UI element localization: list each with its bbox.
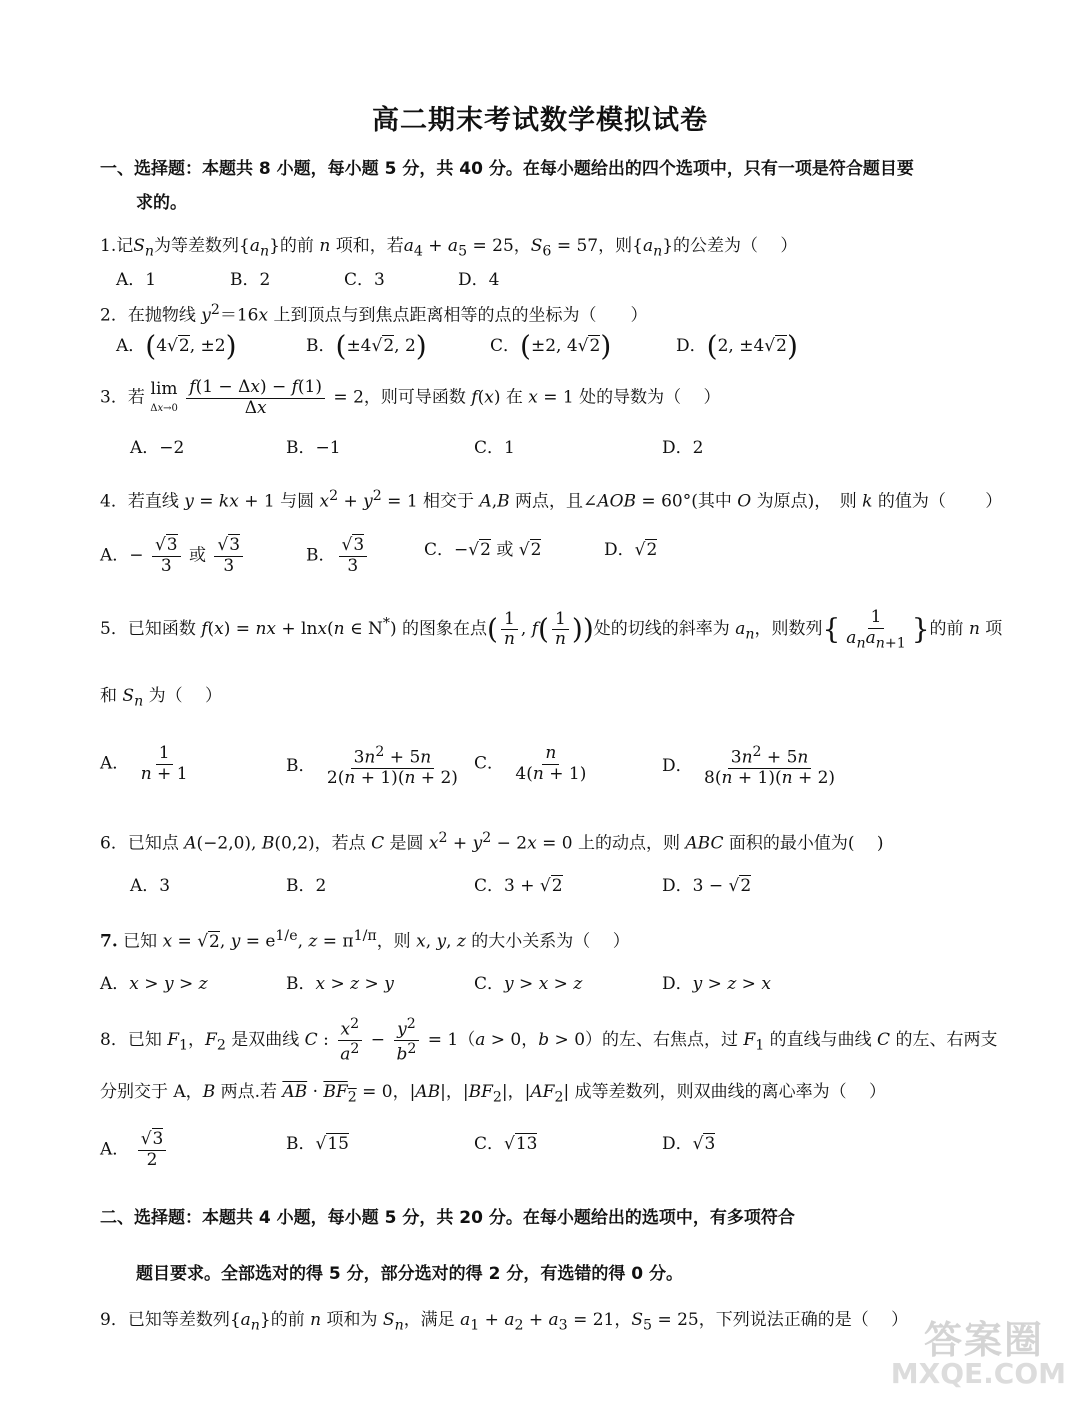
q3-option-a[interactable]: A．−2 <box>130 438 185 458</box>
q5-option-c[interactable]: C． $\frac{n}{4(n + 1)}$ <box>474 743 587 784</box>
question-8-cont: 分别交于 A，B 两点.若 $\overline{AB} \cdot BF_2 = 0$，|AB|，$|BF_2|$，$|AF_2|$ 成等差数列，则双曲线的离心率为（ ） <box>100 1082 886 1106</box>
q7-option-c[interactable]: C．y > x > z <box>474 974 583 994</box>
question-5: 5．已知函数 f(x) = nx + lnx(n ∈ N*) 的图象在点( $\frac{1}{n}$ , f( $\frac{1}{n}$ ))处的切线的斜率为 $a_n$，则数列{ $\frac{1}{a_na_{n+1}}$ }的前 n 项 <box>100 607 1003 651</box>
q3-option-b[interactable]: B．−1 <box>286 438 341 458</box>
q6-option-a[interactable]: A．3 <box>130 876 171 896</box>
question-2: 2．在抛物线 $y^2=16x$ 上到顶点与到焦点距离相等的点的坐标为（ ） <box>100 302 648 326</box>
question-3: 3．若 lim Δx→0 $\frac{f(1 - \Delta x) - f(1)}{\Delta x}$ = 2，则可导函数 f(x) 在 x = 1 处的导数为（ ） <box>100 377 721 418</box>
section-2-header <box>100 1190 990 1302</box>
q1-option-c[interactable]: C．3 <box>344 270 385 290</box>
question-1: 1.记$S_n$为等差数列$\{a_n\}$的前 n 项和，若$a_4 + a_5 = 25$，$S_6 = 57$，则$\{a_n\}$的公差为（ ） <box>100 236 798 260</box>
question-4: 4．若直线 y = kx + 1 与圆 $x^2 + y^2 = 1$ 相交于 A,B 两点，且∠AOB = 60°(其中 O 为原点)， 则 k 的值为（ ） <box>100 488 1003 512</box>
q2-option-c[interactable]: C．(±2, 4√2) <box>490 329 612 363</box>
watermark-line1: 答案圈 <box>923 1318 1044 1362</box>
q4-option-b[interactable]: B． $\frac{√3}{3}$ <box>306 536 370 576</box>
question-5-cont: 和 $S_n$ 为（ ） <box>100 686 222 710</box>
q2-option-d[interactable]: D．(2, ±4√2) <box>676 329 798 363</box>
question-7: 7. 已知 x = √2, $y = e^{1/e}$, $z = \pi^{1/\pi}$，则 x, y, z 的大小关系为（ ） <box>100 928 630 952</box>
q2-option-a[interactable]: A．(4√2, ±2) <box>116 329 237 363</box>
q4-option-d[interactable]: D．√2 <box>604 540 658 560</box>
q4-option-c[interactable]: C．−√2 或 √2 <box>424 540 542 560</box>
q8-option-b[interactable]: B．√15 <box>286 1134 349 1154</box>
q1-option-b[interactable]: B．2 <box>230 270 271 290</box>
q5-option-d[interactable]: D． $\frac{3n^2 + 5n}{8(n + 1)(n + 2)}$ <box>662 744 836 789</box>
q7-option-d[interactable]: D．y > z > x <box>662 974 771 994</box>
q5-option-a[interactable]: A． $\frac{1}{n + 1}$ <box>100 743 188 784</box>
q6-option-d[interactable]: D．3 − √2 <box>662 876 752 896</box>
q8-option-c[interactable]: C．√13 <box>474 1134 538 1154</box>
question-8: 8．已知 $F_1$，$F_2$ 是双曲线 C : $\frac{x^2}{a^2}$ − $\frac{y^2}{b^2}$ = 1（a > 0，b > 0）的左、右焦点，过 $F_1$ 的直线与曲线 C 的左、右两支 <box>100 1016 998 1065</box>
q1-option-a[interactable]: A．1 <box>116 270 157 290</box>
watermark-line2: MXQE.COM <box>890 1357 1066 1390</box>
q7-option-a[interactable]: A．x > y > z <box>100 974 208 994</box>
q2-option-b[interactable]: B．(±4√2, 2) <box>306 329 427 363</box>
section-2-line2: 题目要求。全部选对的得 5 分，部分选对的得 2 分，有选错的得 0 分。 <box>136 1264 683 1284</box>
q5-option-b[interactable]: B． $\frac{3n^2 + 5n}{2(n + 1)(n + 2)}$ <box>286 744 458 789</box>
q3-option-d[interactable]: D．2 <box>662 438 704 458</box>
q6-option-c[interactable]: C．3 + √2 <box>474 876 563 896</box>
q3-option-c[interactable]: C．1 <box>474 438 515 458</box>
q1-option-d[interactable]: D．4 <box>458 270 500 290</box>
section-1-line1: 一、选择题：本题共 8 小题，每小题 5 分，共 40 分。在每小题给出的四个选项中，只有一项是符合题目要 <box>100 159 914 179</box>
page-title: 高二期末考试数学模拟试卷 <box>372 105 708 136</box>
section-2-line1: 二、选择题：本题共 4 小题，每小题 5 分，共 20 分。在每小题给出的选项中，有多项符合 <box>100 1208 795 1228</box>
section-1-header <box>100 152 990 220</box>
q8-option-d[interactable]: D．√3 <box>662 1134 716 1154</box>
q4-option-a[interactable]: A．− $\frac{√3}{3}$ 或 $\frac{√3}{3}$ <box>100 536 246 576</box>
q7-option-b[interactable]: B．x > z > y <box>286 974 394 994</box>
question-6: 6．已知点 A(−2,0), B(0,2)，若点 C 是圆 $x^2 + y^2 - 2x = 0$ 上的动点，则 ABC 面积的最小值为( ) <box>100 830 884 854</box>
q6-option-b[interactable]: B．2 <box>286 876 327 896</box>
question-9: 9．已知等差数列$\{a_n\}$的前 n 项和为 $S_n$，满足 $a_1 + a_2 + a_3 = 21$，$S_5 = 25$，下列说法正确的是（ ） <box>100 1310 909 1334</box>
section-1-line2: 求的。 <box>136 193 187 213</box>
q8-option-a[interactable]: A． $\frac{√3}{2}$ <box>100 1130 169 1170</box>
watermark-logo <box>876 1309 1066 1399</box>
